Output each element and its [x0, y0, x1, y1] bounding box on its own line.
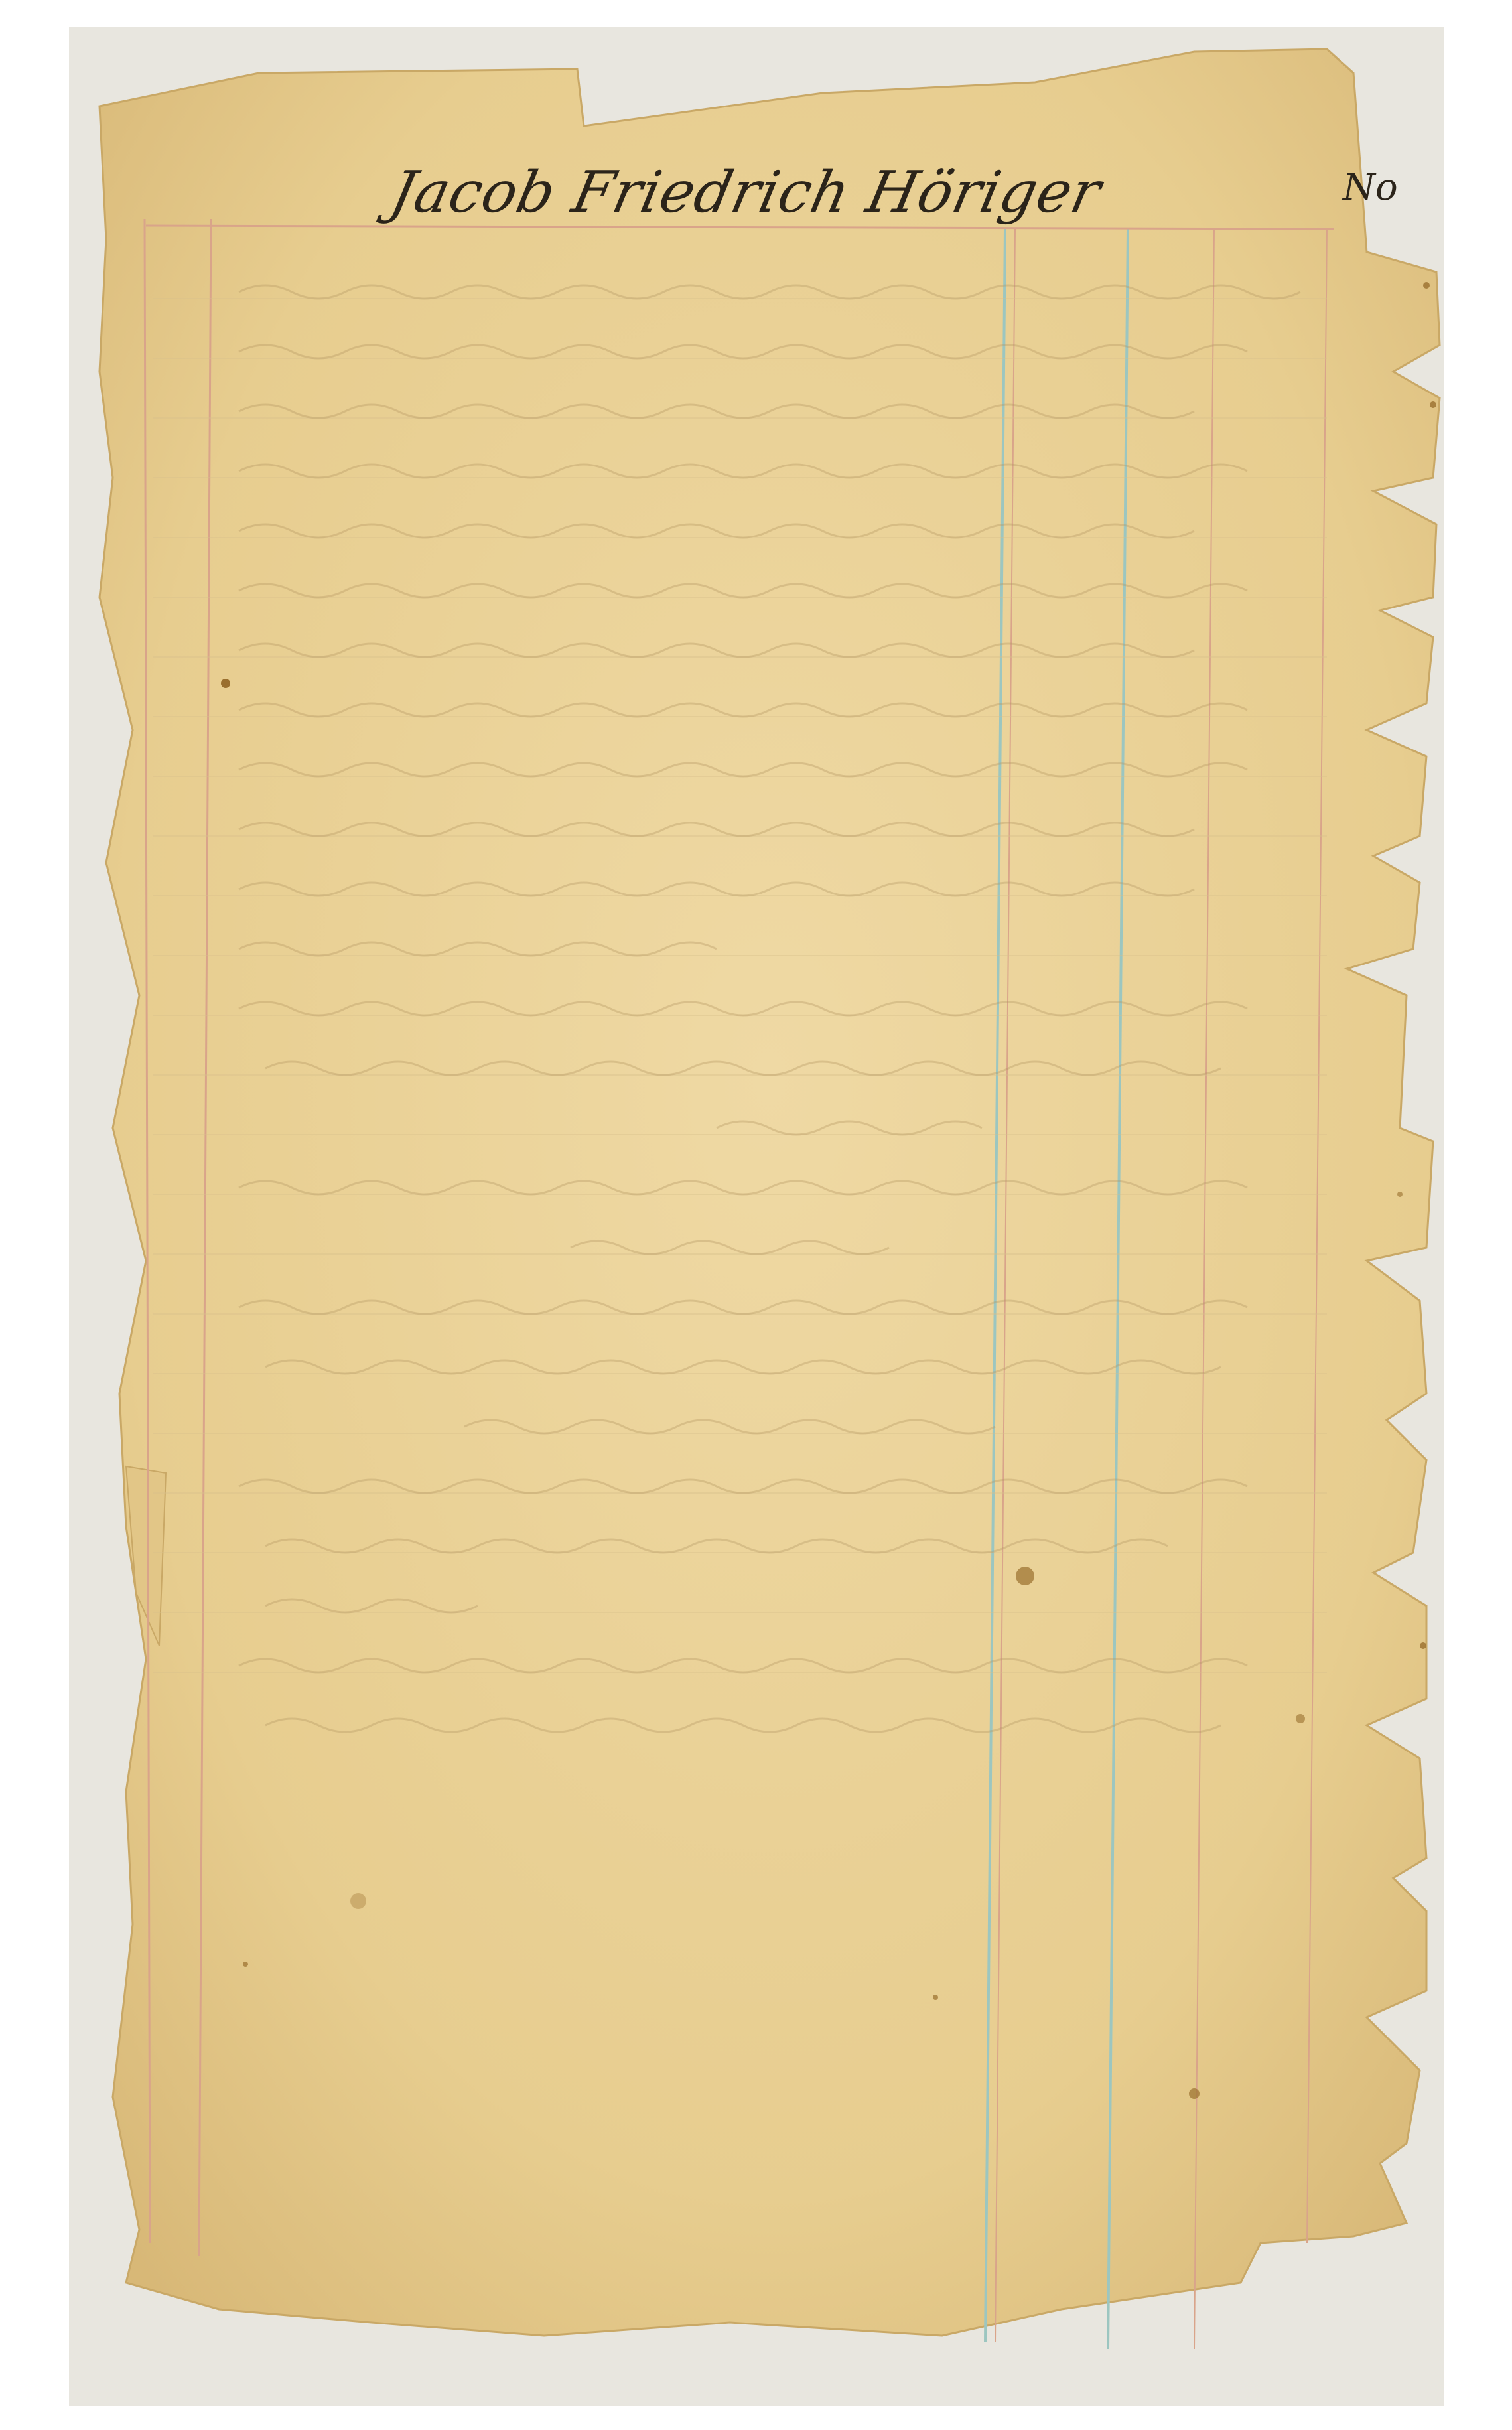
heading-name: Jacob Friedrich Höriger	[385, 159, 1107, 226]
number-mark: No	[1343, 166, 1398, 209]
